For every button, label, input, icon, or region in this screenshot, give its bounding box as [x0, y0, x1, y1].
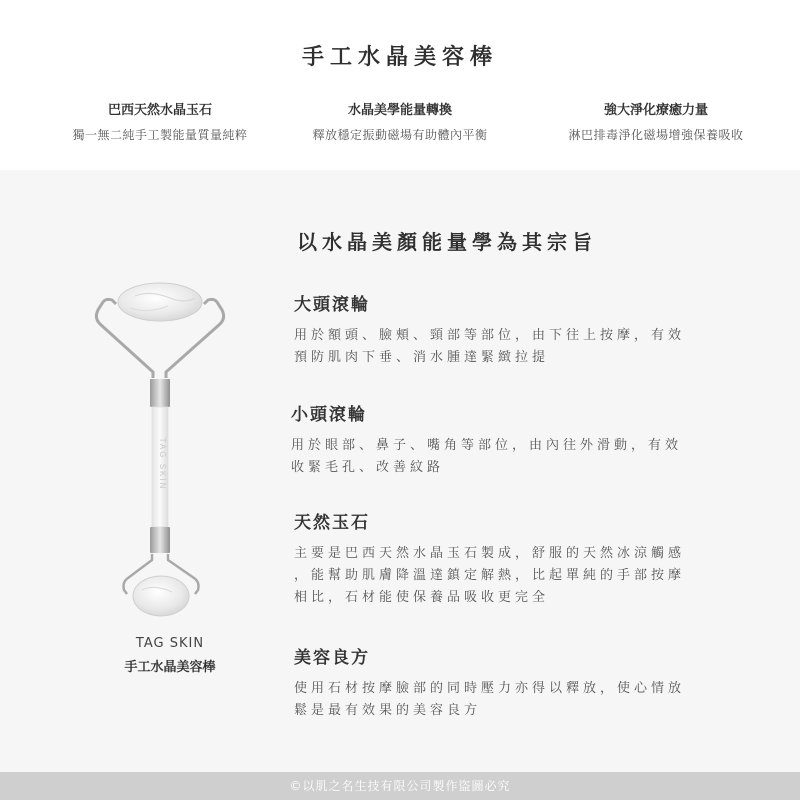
benefit-text	[294, 543, 734, 609]
benefit-title: 天然玉石	[294, 513, 370, 533]
benefit-title: 小頭滾輪	[291, 405, 367, 425]
feature-title: 強大淨化療癒力量	[603, 103, 708, 118]
feature-title: 巴西天然水晶玉石	[107, 103, 212, 118]
benefit-line: 主要是巴西天然水晶玉石製成，舒服的天然冰涼觸感	[294, 546, 686, 561]
product-name: 手工水晶美容棒	[124, 660, 216, 675]
copyright-footer: ©以肌之名生技有限公司製作盜圖必究	[0, 772, 800, 800]
benefit-title: 大頭滾輪	[294, 295, 370, 315]
benefit-block	[291, 400, 731, 479]
page-title: 手工水晶美容棒	[301, 45, 498, 70]
feature-desc: 釋放穩定振動磁場有助體內平衡	[312, 128, 488, 142]
benefit-line: 相比，石材能使保養品吸收更完全	[294, 590, 550, 605]
crystal-roller-image	[90, 278, 240, 618]
benefit-text	[294, 678, 734, 722]
handle-engraving: TAG SKIN	[158, 437, 167, 491]
benefit-block	[294, 508, 734, 609]
section-title: 以水晶美顏能量學為其宗旨	[297, 230, 597, 254]
benefit-text	[294, 325, 734, 369]
feature-item	[32, 99, 288, 143]
feature-item	[272, 99, 528, 143]
benefit-line: 鬆是最有效果的美容良方	[294, 703, 482, 718]
benefit-line: 用於眼部、鼻子、嘴角等部位，由內往外滑動，有效	[291, 438, 683, 453]
benefit-line: 用於額頭、臉頰、頸部等部位，由下往上按摩，有效	[294, 328, 686, 343]
benefit-line: ，能幫助肌膚降溫達鎮定解熱，比起單純的手部按摩	[294, 568, 686, 583]
benefit-title: 美容良方	[294, 648, 370, 668]
benefit-block	[294, 643, 734, 722]
product-caption	[90, 636, 250, 675]
benefit-text	[291, 435, 731, 479]
feature-desc: 淋巴排毒淨化磁場增強保養吸收	[568, 128, 744, 142]
benefit-line: 預防肌肉下垂、消水腫達緊緻拉提	[294, 350, 550, 365]
feature-item	[528, 99, 784, 143]
benefit-block	[294, 290, 734, 369]
feature-desc: 獨一無二純手工製能量質量純粹	[72, 128, 248, 142]
benefit-line: 收緊毛孔、改善紋路	[291, 460, 445, 475]
benefit-line: 使用石材按摩臉部的同時壓力亦得以釋放，使心情放	[294, 681, 686, 696]
brand-name: TAG SKIN	[135, 636, 205, 651]
feature-title: 水晶美學能量轉換	[347, 103, 452, 118]
top-banner	[0, 0, 800, 170]
